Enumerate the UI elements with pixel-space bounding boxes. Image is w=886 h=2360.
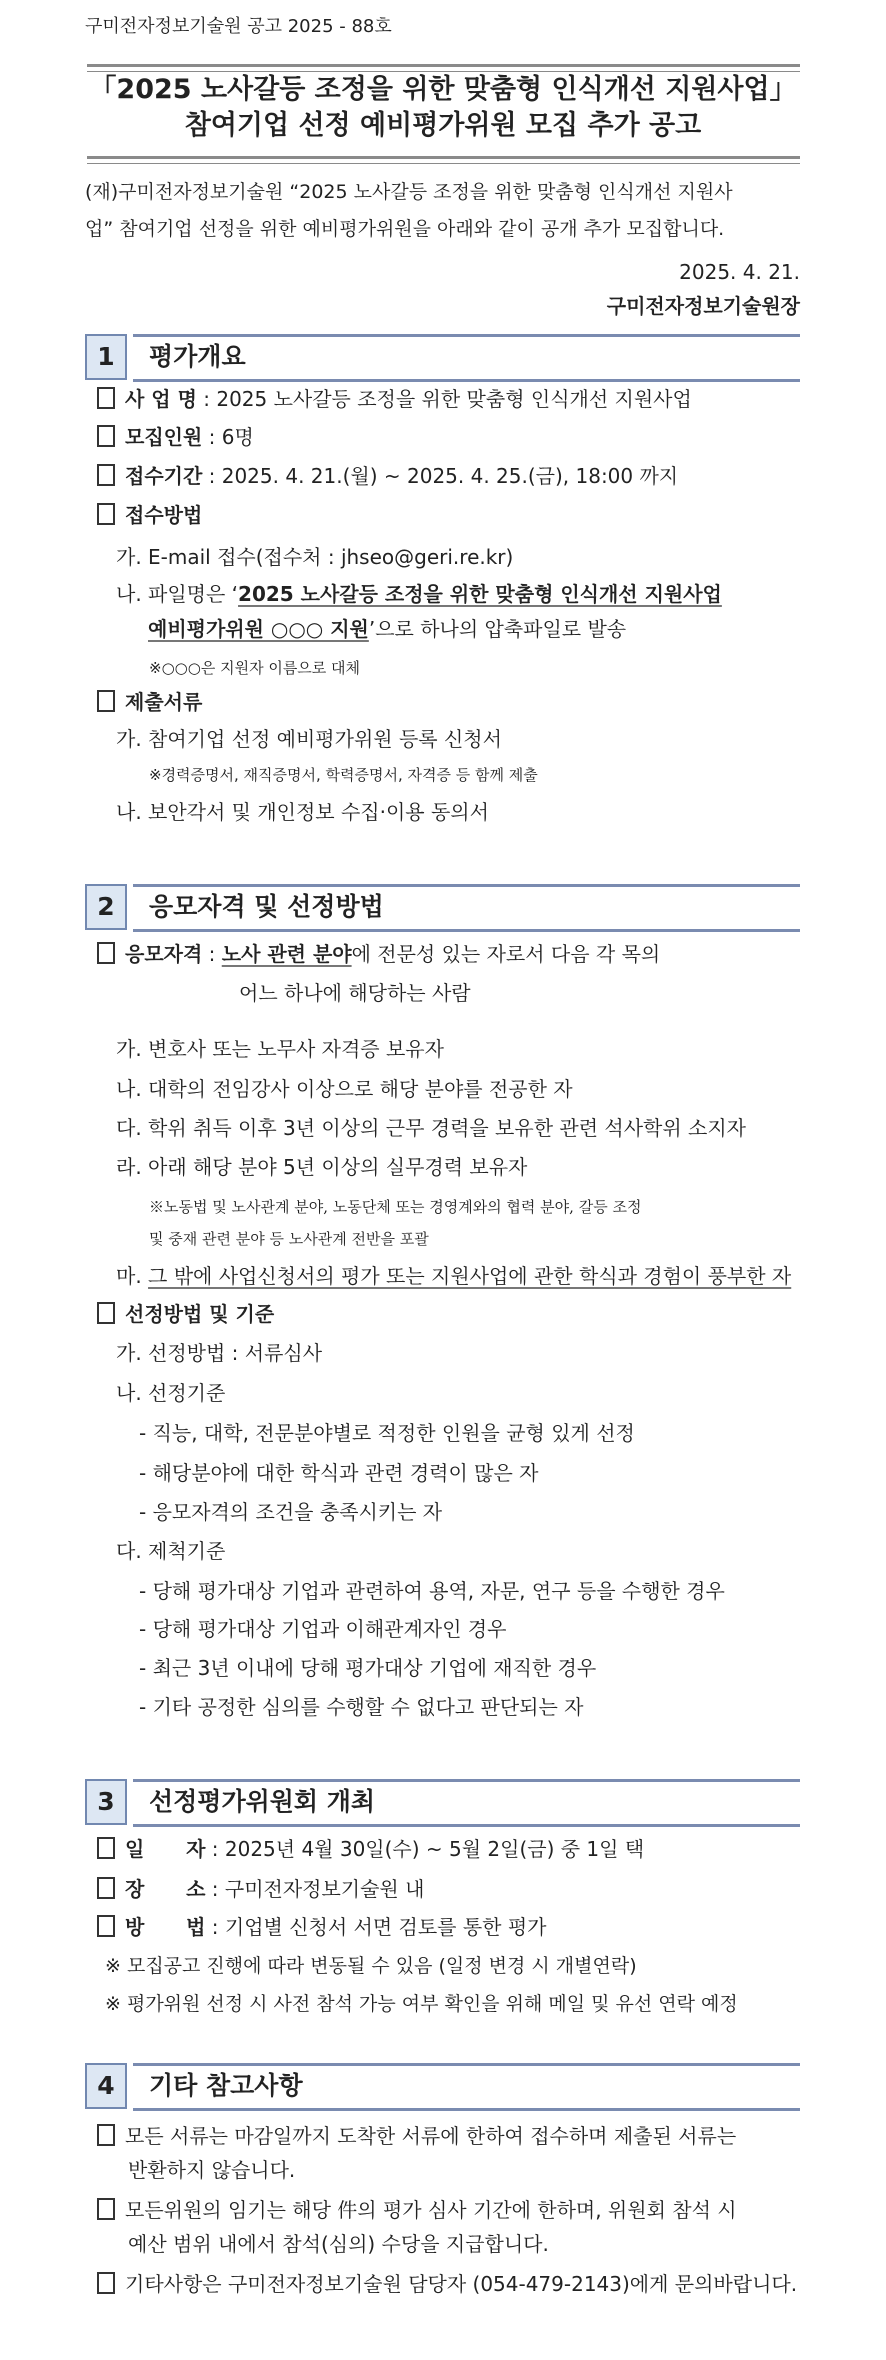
checkbox-bullet-icon [97,1877,115,1899]
section-title: 평가개요 [149,342,246,371]
section-title: 응모자격 및 선정방법 [149,892,384,921]
meeting-note: ※ 평가위원 선정 시 사전 참석 가능 여부 확인을 위해 메일 및 유선 연락 예정 [105,1993,738,2015]
exclusion-item: - 당해 평가대상 기업과 관련하여 용역, 자문, 연구 등을 수행한 경우 [139,1579,725,1603]
selection-row: 선정방법 및 기준 [97,1299,274,1329]
section-title: 기타 참고사항 [149,2071,303,2100]
criteria-item: - 응모자격의 조건을 충족시키는 자 [139,1500,443,1524]
divider [87,156,800,164]
criteria-item: - 해당분야에 대한 학식과 관련 경력이 많은 자 [139,1461,539,1485]
checkbox-bullet-icon [97,425,115,447]
section-number: 2 [85,884,127,930]
section-3-header [85,1779,800,1825]
announcement-date: 2025. 4. 21. [679,260,800,284]
section-number: 3 [85,1779,127,1825]
intro-line-2: 업” 참여기업 선정을 위한 예비평가위원을 아래와 같이 공개 추가 모집합니다. [85,218,725,240]
note-item: 모든 서류는 마감일까지 도착한 서류에 한하여 접수하며 제출된 서류는 [97,2121,736,2151]
exclusion-criteria: 다. 제척기준 [116,1539,226,1563]
checkbox-bullet-icon [97,503,115,525]
meeting-method-row: 방 법 : 기업별 신청서 서면 검토를 통한 평가 [97,1912,546,1942]
recruit-count-row: 모집인원 : 6명 [97,422,254,452]
exclusion-item: - 최근 3년 이내에 당해 평가대상 기업에 재직한 경우 [139,1656,597,1680]
qualification-item: 다. 학위 취득 이후 3년 이상의 근무 경력을 보유한 관련 석사학위 소지자 [116,1116,746,1140]
exclusion-item: - 기타 공정한 심의를 수행할 수 없다고 판단되는 자 [139,1695,584,1719]
meeting-note: ※ 모집공고 진행에 따라 변동될 수 있음 (일정 변경 시 개별연락) [105,1955,637,1977]
method-note: ※○○○은 지원자 이름으로 대체 [149,659,361,677]
checkbox-bullet-icon [97,1837,115,1859]
meeting-place-row: 장 소 : 구미전자정보기술원 내 [97,1874,424,1904]
title-line-1: 「2025 노사갈등 조정을 위한 맞춤형 인식개선 지원사업」 [89,74,797,105]
qualification-item: 나. 대학의 전임강사 이상으로 해당 분야를 전공한 자 [116,1077,573,1101]
section-number: 4 [85,2063,127,2109]
note-item-cont: 반환하지 않습니다. [128,2158,296,2182]
checkbox-bullet-icon [97,942,115,964]
note-item: 기타사항은 구미전자정보기술원 담당자 (054-479-2143)에게 문의바랍니다. [97,2269,797,2299]
intro-line-1: (재)구미전자정보기술원 “2025 노사갈등 조정을 위한 맞춤형 인식개선 지원사 [85,181,733,203]
checkbox-bullet-icon [97,1915,115,1937]
checkbox-bullet-icon [97,464,115,486]
checkbox-bullet-icon [97,690,115,712]
qualification-row: 응모자격 : 노사 관련 분야에 전문성 있는 자로서 다음 각 목의 [97,939,660,969]
qualification-note: 및 중재 관련 분야 등 노사관계 전반을 포괄 [149,1230,429,1248]
section-4-header [85,2063,800,2109]
docs-item: 가. 참여기업 선정 예비평가위원 등록 신청서 [116,727,502,751]
signer: 구미전자정보기술원장 [606,294,800,318]
method-filename-cont: 예비평가위원 ○○○ 지원’으로 하나의 압축파일로 발송 [148,617,627,641]
section-1-header [85,334,800,380]
checkbox-bullet-icon [97,387,115,409]
project-name-row: 사 업 명 : 2025 노사갈등 조정을 위한 맞춤형 인식개선 지원사업 [97,384,692,414]
title-line-2: 참여기업 선정 예비평가위원 모집 추가 공고 [184,110,702,141]
divider [87,64,800,72]
period-row: 접수기간 : 2025. 4. 21.(월) ~ 2025. 4. 25.(금), 18:00 까지 [97,461,678,491]
docs-item: 나. 보안각서 및 개인정보 수집·이용 동의서 [116,800,489,824]
qualification-item: 가. 변호사 또는 노무사 자격증 보유자 [116,1037,444,1061]
section-number: 1 [85,334,127,380]
document-number: 구미전자정보기술원 공고 2025 - 88호 [85,16,392,37]
qualification-cont: 어느 하나에 해당하는 사람 [239,981,471,1005]
note-item: 모든위원의 임기는 해당 件의 평가 심사 기간에 한하며, 위원회 참석 시 [97,2195,737,2225]
qualification-item: 라. 아래 해당 분야 5년 이상의 실무경력 보유자 [116,1155,528,1179]
checkbox-bullet-icon [97,2198,115,2220]
qualification-note: ※노동법 및 노사관계 분야, 노동단체 또는 경영계와의 협력 분야, 갈등 조정 [149,1198,642,1216]
criteria-item: - 직능, 대학, 전문분야별로 적정한 인원을 균형 있게 선정 [139,1421,635,1445]
section-title: 선정평가위원회 개최 [149,1787,376,1816]
docs-note: ※경력증명서, 재직증명서, 학력증명서, 자격증 등 함께 제출 [149,766,538,784]
qualification-item: 마. 그 밖에 사업신청서의 평가 또는 지원사업에 관한 학식과 경험이 풍부한 자 [116,1264,792,1288]
method-filename: 나. 파일명은 ‘2025 노사갈등 조정을 위한 맞춤형 인식개선 지원사업 [116,582,722,606]
meeting-date-row: 일 자 : 2025년 4월 30일(수) ~ 5월 2일(금) 중 1일 택 [97,1834,644,1864]
checkbox-bullet-icon [97,2272,115,2294]
selection-method: 가. 선정방법 : 서류심사 [116,1341,323,1365]
exclusion-item: - 당해 평가대상 기업과 이해관계자인 경우 [139,1617,507,1641]
method-email: 가. E-mail 접수(접수처 : jhseo@geri.re.kr) [116,545,514,569]
method-row: 접수방법 [97,500,202,530]
checkbox-bullet-icon [97,2124,115,2146]
selection-criteria: 나. 선정기준 [116,1381,226,1405]
note-item-cont: 예산 범위 내에서 참석(심의) 수당을 지급합니다. [128,2232,549,2256]
docs-row: 제출서류 [97,687,202,717]
checkbox-bullet-icon [97,1302,115,1324]
section-2-header [85,884,800,930]
